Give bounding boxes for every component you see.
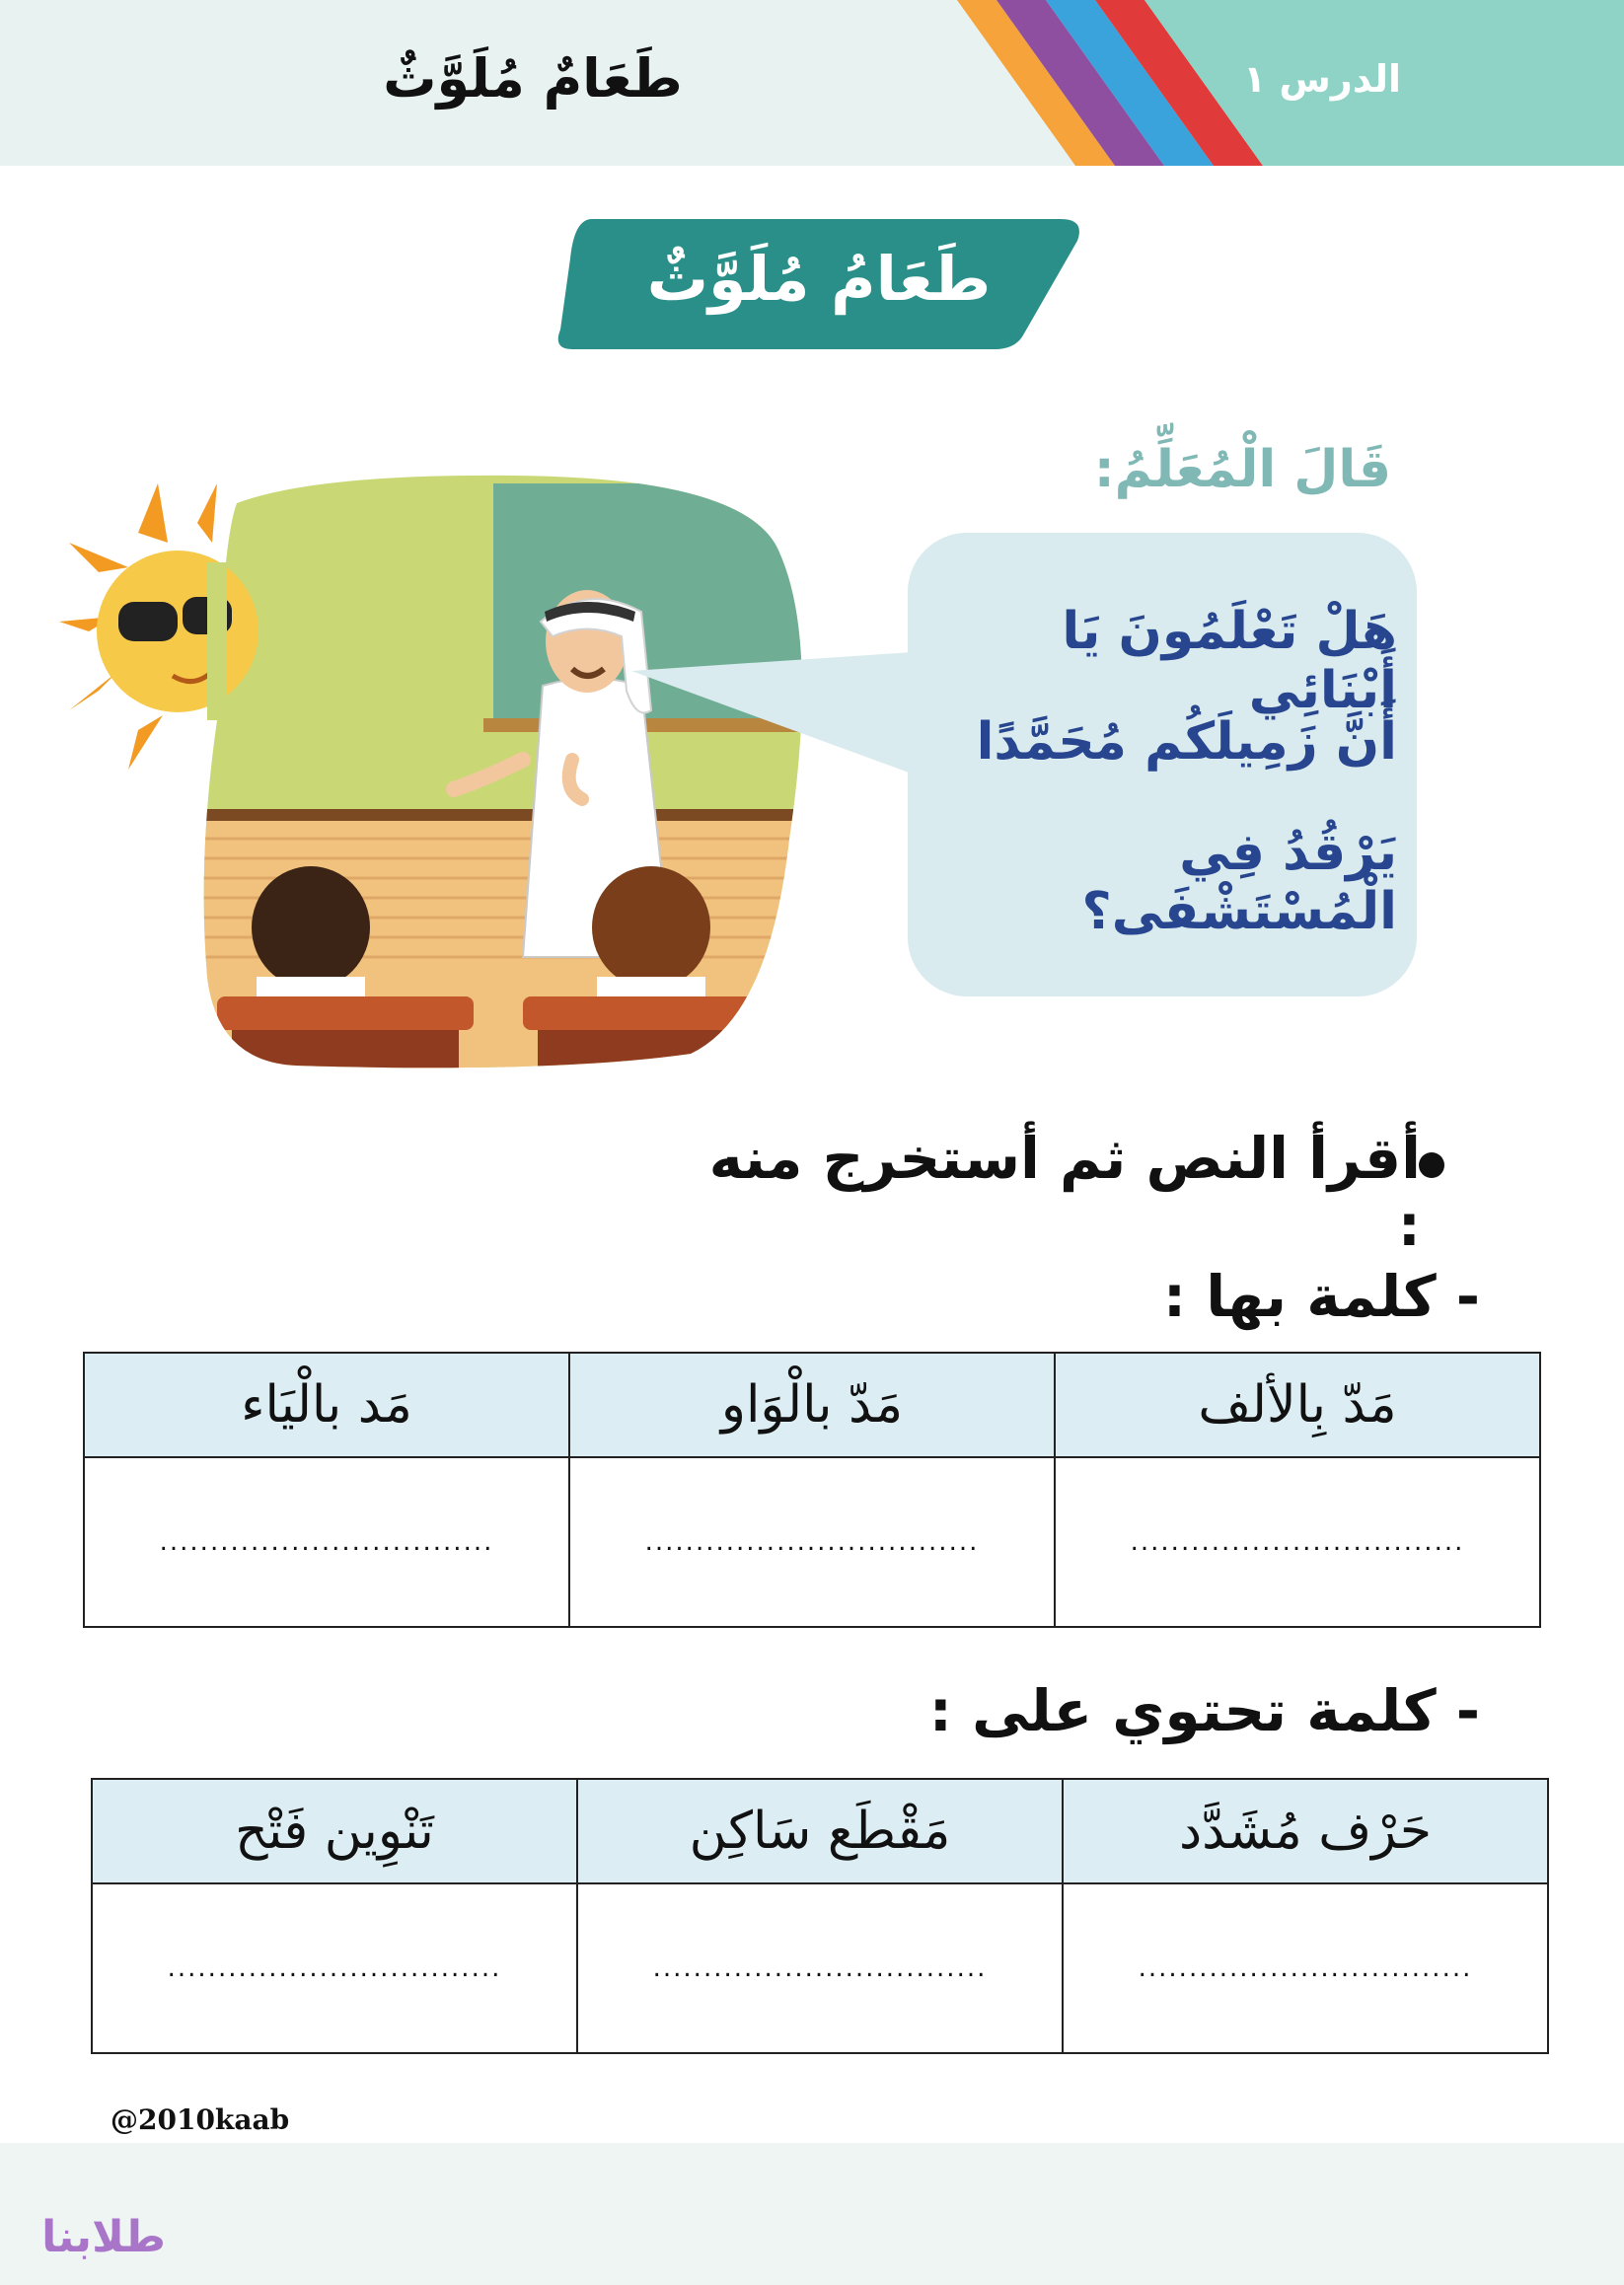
answer-blank[interactable]: .................................: [92, 1883, 577, 2053]
section1-heading: - كلمة بها :: [1162, 1263, 1480, 1330]
speech-line-1: هَلْ تَعْلَمُونَ يَا أَبْنَائِي: [1062, 602, 1397, 720]
site-logo-icon: [39, 2200, 168, 2269]
lesson-number-label: الدرس ١: [1243, 57, 1401, 101]
instruction-text: أقرأ النص ثم أستخرج منه :: [708, 1125, 1421, 1259]
answer-blank[interactable]: .................................: [577, 1883, 1063, 2053]
answer-blank[interactable]: .................................: [569, 1457, 1055, 1627]
section1-table: [83, 1352, 1541, 1628]
speech-line-2: أَنَّ زَمِيلَكُم مُحَمَّدًا: [976, 712, 1397, 772]
table-header-row: [84, 1353, 1540, 1457]
teacher-said-label: قَالَ الْمُعَلِّمُ:: [1093, 440, 1391, 499]
logo-text: طلابنا: [41, 2212, 166, 2262]
section2-table: [91, 1778, 1549, 2054]
section2-heading: - كلمة تحتوي على :: [928, 1677, 1480, 1744]
table-answer-row: [92, 1883, 1548, 2053]
speech-bubble-tail: [631, 631, 947, 789]
column-header: مَدّ بالْوَاو: [569, 1353, 1055, 1457]
answer-blank[interactable]: .................................: [84, 1457, 569, 1627]
column-header: تَنْوِين فَتْح: [92, 1779, 577, 1883]
page-header: [0, 0, 1624, 166]
table-header-row: [92, 1779, 1548, 1883]
footer-band: [0, 2143, 1624, 2285]
column-header: حَرْف مُشَدَّد: [1063, 1779, 1548, 1883]
answer-blank[interactable]: .................................: [1063, 1883, 1548, 2053]
column-header: مَقْطَع سَاكِن: [577, 1779, 1063, 1883]
answer-blank[interactable]: .................................: [1055, 1457, 1540, 1627]
speech-line-3: يَرْقُدُ فِي الْمُسْتَشْفَى؟: [1081, 823, 1397, 941]
header-title: طَعَامٌ مُلَوَّثٌ: [383, 47, 683, 110]
column-header: مَد بالْيَاء: [84, 1353, 569, 1457]
table-answer-row: [84, 1457, 1540, 1627]
banner-title: طَعَامُ مُلَوَّثٌ: [646, 243, 992, 315]
column-header: مَدّ بِالألف: [1055, 1353, 1540, 1457]
watermark-handle: @2010kaab: [111, 2103, 290, 2136]
bullet-dot: [1419, 1152, 1444, 1178]
